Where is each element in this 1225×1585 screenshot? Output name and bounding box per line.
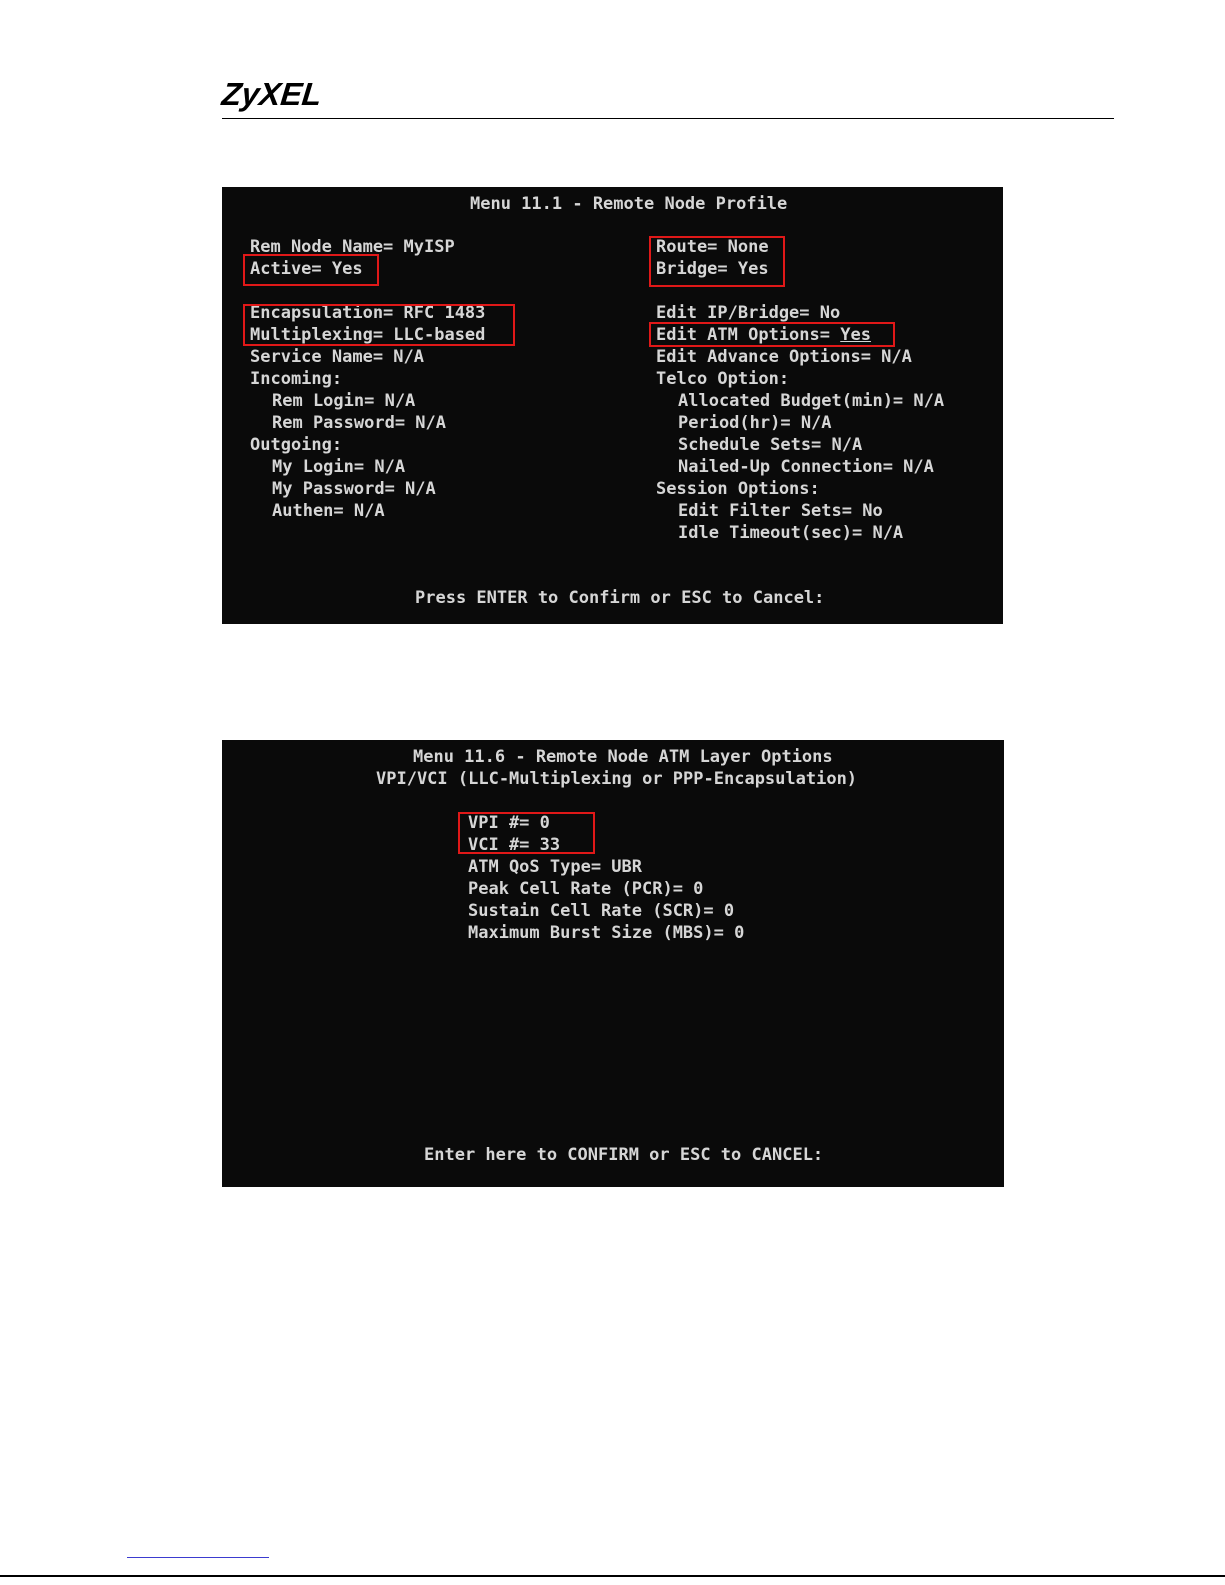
session-options-label: Session Options:: [656, 479, 820, 499]
rem-node-name-field[interactable]: Rem Node Name= MyISP: [250, 237, 455, 257]
edit-atm-options-label: Edit ATM Options=: [656, 325, 841, 345]
nailed-up-field[interactable]: Nailed-Up Connection= N/A: [678, 457, 934, 477]
my-login-field[interactable]: My Login= N/A: [272, 457, 406, 477]
rem-password-field[interactable]: Rem Password= N/A: [272, 413, 446, 433]
service-name-field[interactable]: Service Name= N/A: [250, 347, 424, 367]
incoming-label: Incoming:: [250, 369, 343, 389]
period-field[interactable]: Period(hr)= N/A: [678, 413, 832, 433]
menu-title: Menu 11.1 - Remote Node Profile: [470, 194, 788, 214]
encapsulation-field[interactable]: Encapsulation= RFC 1483: [250, 303, 486, 323]
highlight-box: [243, 304, 515, 346]
confirm-prompt[interactable]: Enter here to CONFIRM or ESC to CANCEL:: [424, 1145, 824, 1165]
mbs-field[interactable]: Maximum Burst Size (MBS)= 0: [468, 923, 745, 943]
menu-11-6-terminal: [222, 740, 1004, 1187]
rem-login-field[interactable]: Rem Login= N/A: [272, 391, 416, 411]
authen-field[interactable]: Authen= N/A: [272, 501, 385, 521]
telco-option-label: Telco Option:: [656, 369, 790, 389]
outgoing-label: Outgoing:: [250, 435, 343, 455]
schedule-sets-field[interactable]: Schedule Sets= N/A: [678, 435, 863, 455]
highlight-box: [649, 236, 785, 287]
edit-filter-sets-field[interactable]: Edit Filter Sets= No: [678, 501, 883, 521]
menu-11-1-terminal: [222, 187, 1003, 624]
active-field[interactable]: Active= Yes: [250, 259, 363, 279]
highlight-box: [458, 812, 595, 854]
highlight-box: [243, 254, 379, 286]
confirm-prompt[interactable]: Press ENTER to Confirm or ESC to Cancel:: [415, 588, 825, 608]
edit-ip-bridge-field[interactable]: Edit IP/Bridge= No: [656, 303, 841, 323]
edit-atm-options-value[interactable]: Yes: [840, 325, 871, 345]
footer-link-underline[interactable]: [127, 1557, 269, 1558]
menu-subtitle: VPI/VCI (LLC-Multiplexing or PPP-Encapsulation): [376, 769, 858, 789]
footer-rule: [0, 1575, 1225, 1577]
atm-qos-type-field[interactable]: ATM QoS Type= UBR: [468, 857, 642, 877]
idle-timeout-field[interactable]: Idle Timeout(sec)= N/A: [678, 523, 904, 543]
zyxel-logo: ZyXEL: [220, 76, 324, 112]
vpi-field[interactable]: VPI #= 0: [468, 813, 550, 833]
vci-field[interactable]: VCI #= 33: [468, 835, 561, 855]
allocated-budget-field[interactable]: Allocated Budget(min)= N/A: [678, 391, 945, 411]
edit-advance-options-field[interactable]: Edit Advance Options= N/A: [656, 347, 912, 367]
pcr-field[interactable]: Peak Cell Rate (PCR)= 0: [468, 879, 704, 899]
multiplexing-field[interactable]: Multiplexing= LLC-based: [250, 325, 486, 345]
bridge-field[interactable]: Bridge= Yes: [656, 259, 769, 279]
header-rule: [222, 118, 1114, 119]
highlight-box: [649, 322, 895, 347]
menu-title: Menu 11.6 - Remote Node ATM Layer Options: [413, 747, 833, 767]
route-field[interactable]: Route= None: [656, 237, 769, 257]
my-password-field[interactable]: My Password= N/A: [272, 479, 436, 499]
scr-field[interactable]: Sustain Cell Rate (SCR)= 0: [468, 901, 735, 921]
